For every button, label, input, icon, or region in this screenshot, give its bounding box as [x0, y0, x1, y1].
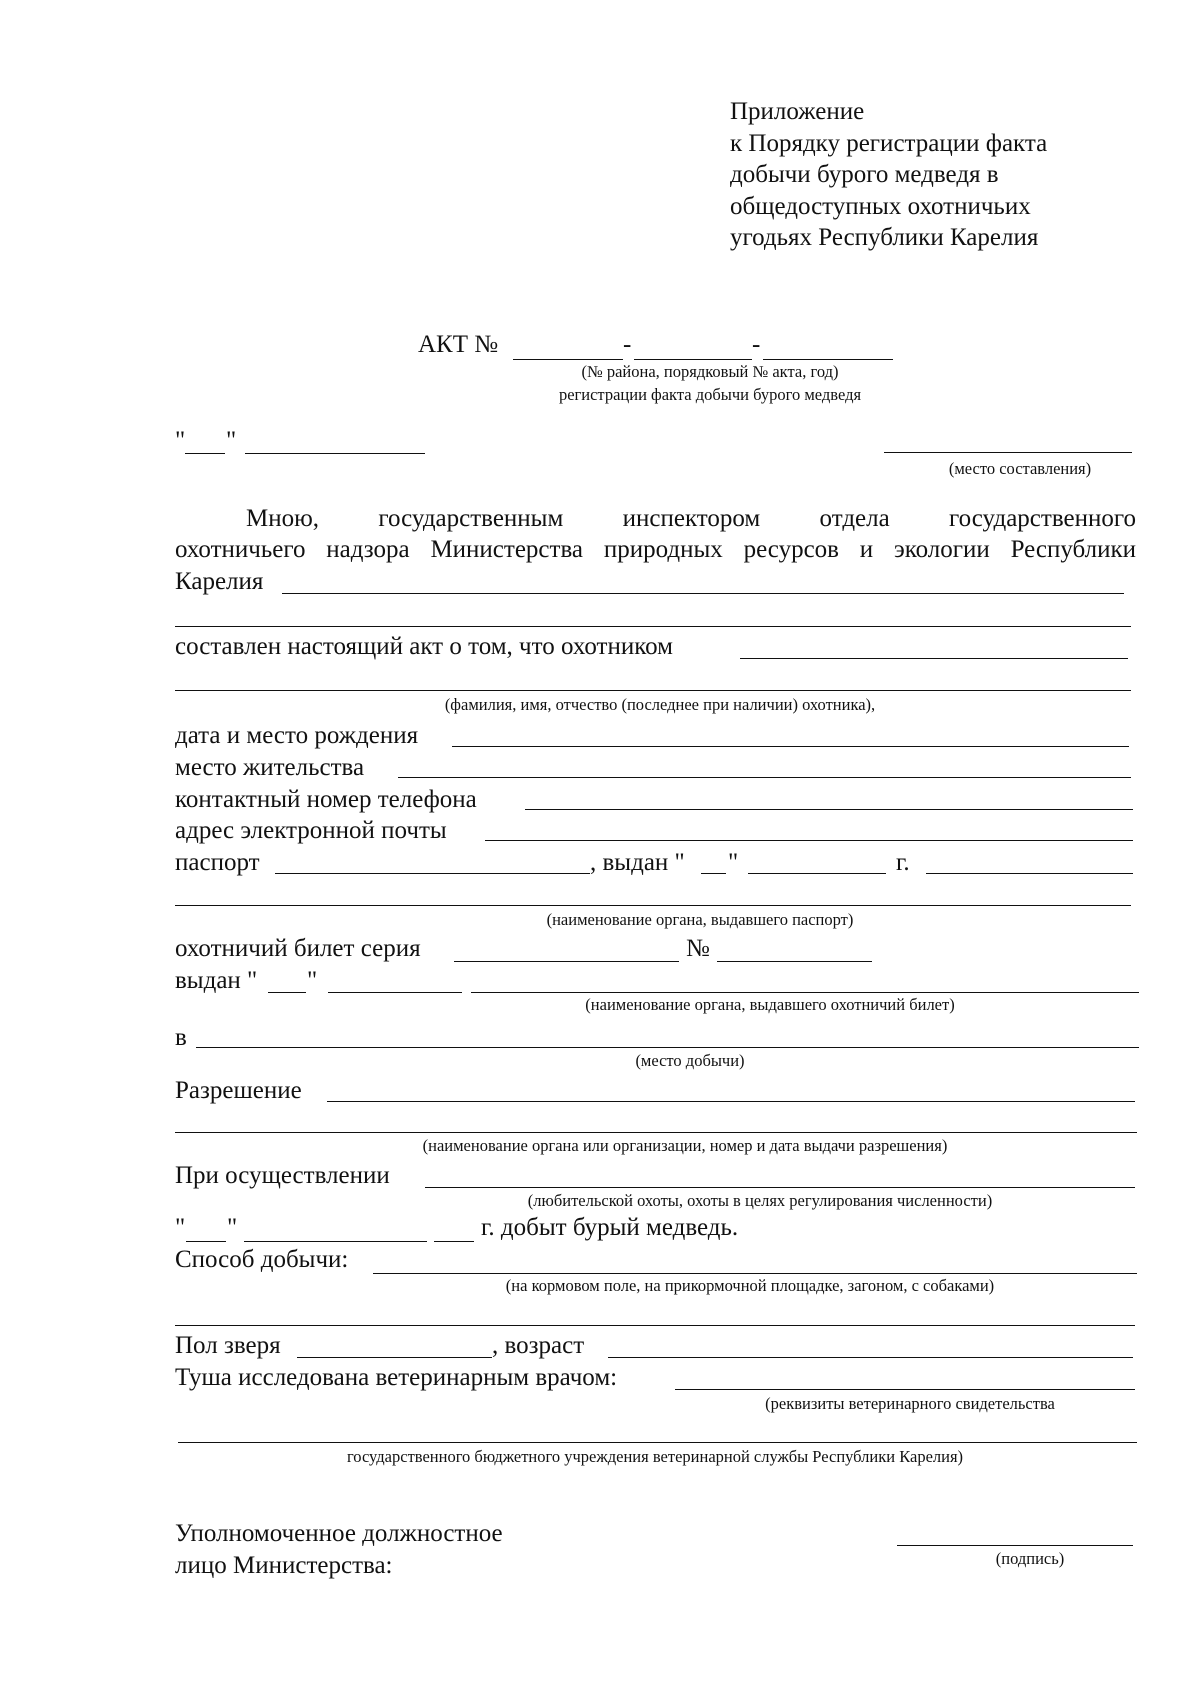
- permit-field-2[interactable]: [175, 1132, 1137, 1133]
- vet-field-2[interactable]: [178, 1442, 1137, 1443]
- inspector-name-field[interactable]: [282, 593, 1124, 594]
- signature-line2: лицо Министерства:: [175, 1552, 393, 1579]
- vet-field[interactable]: [675, 1389, 1135, 1390]
- vet-label: Туша исследована ветеринарным врачом:: [175, 1364, 618, 1391]
- method-field-2[interactable]: [175, 1325, 1135, 1326]
- ticket-number-sign: №: [686, 935, 710, 962]
- hunt-type-hint: (любительской охоты, охоты в целях регулирования численности): [527, 1191, 993, 1210]
- passport-month-field[interactable]: [748, 873, 886, 874]
- appendix-block: [730, 96, 1047, 254]
- signature-hint: (подпись): [995, 1549, 1065, 1568]
- phone-field[interactable]: [525, 809, 1133, 810]
- kill-year-field[interactable]: [434, 1241, 474, 1242]
- signature-line1: Уполномоченное должностное: [175, 1520, 503, 1547]
- vet-hint: (реквизиты ветеринарного свидетельства: [765, 1394, 1055, 1413]
- during-label: При осуществлении: [175, 1162, 390, 1189]
- intro-word: государственным: [378, 505, 564, 532]
- act-number-hint: (№ района, порядковый № акта, год): [581, 362, 839, 381]
- intro-word: государственного: [949, 505, 1136, 532]
- kill-quote-open: ": [175, 1214, 186, 1241]
- kill-quote-close: ": [227, 1214, 238, 1241]
- method-label: Способ добычи:: [175, 1246, 349, 1273]
- passport-org-field[interactable]: [175, 905, 1131, 906]
- ticket-month-field[interactable]: [328, 992, 462, 993]
- age-field[interactable]: [608, 1357, 1133, 1358]
- passport-year-field[interactable]: [926, 873, 1133, 874]
- appendix-line: добычи бурого медведя в: [730, 161, 999, 188]
- birth-label: дата и место рождения: [175, 722, 419, 749]
- intro-word: отдела: [819, 505, 890, 532]
- intro-line3: Карелия: [175, 568, 264, 595]
- act-dash: -: [623, 331, 632, 358]
- date-month-year-field[interactable]: [245, 453, 425, 454]
- ticket-org-field[interactable]: [471, 992, 1139, 993]
- intro-line1: [175, 505, 1136, 533]
- hunter-name-field-2[interactable]: [175, 690, 1131, 691]
- date-day-field[interactable]: [185, 453, 225, 454]
- passport-issued-label: , выдан ": [590, 849, 685, 876]
- ticket-series-label: охотничий билет серия: [175, 935, 421, 962]
- passport-day-field[interactable]: [701, 873, 726, 874]
- ticket-number-field[interactable]: [717, 961, 872, 962]
- email-field[interactable]: [485, 840, 1133, 841]
- birth-field[interactable]: [452, 746, 1129, 747]
- act-subtitle: регистрации факта добычи бурого медведя: [558, 385, 862, 404]
- appendix-line: к Порядку регистрации факта: [730, 129, 1048, 157]
- email-label: адрес электронной почты: [175, 817, 447, 844]
- place-hint: (место составления): [948, 459, 1092, 478]
- date-quote-close: ": [226, 427, 237, 454]
- inspector-name-field-2[interactable]: [175, 626, 1131, 627]
- age-label: , возраст: [492, 1332, 585, 1359]
- ticket-series-field[interactable]: [454, 961, 679, 962]
- ticket-org-hint: (наименование органа, выдавшего охотничий билет): [585, 995, 955, 1014]
- act-number-field[interactable]: [634, 359, 752, 360]
- intro-word: инспектором: [622, 505, 761, 532]
- permit-hint: (наименование органа или организации, номер и дата выдачи разрешения): [422, 1136, 948, 1155]
- killed-label: г. добыт бурый медведь.: [481, 1214, 739, 1241]
- act-year-field[interactable]: [763, 359, 893, 360]
- passport-quote-close: ": [728, 849, 739, 876]
- act-title: АКТ №: [418, 331, 499, 358]
- passport-label: паспорт: [175, 849, 260, 876]
- intro-word: Мною,: [246, 505, 320, 532]
- kill-day-field[interactable]: [186, 1241, 226, 1242]
- act-dash: -: [752, 331, 761, 358]
- sex-field[interactable]: [297, 1357, 492, 1358]
- sex-label: Пол зверя: [175, 1332, 281, 1359]
- residence-label: место жительства: [175, 754, 365, 781]
- permit-label: Разрешение: [175, 1077, 302, 1104]
- method-hint: (на кормовом поле, на прикормочной площадке, загоном, с собаками): [505, 1276, 995, 1295]
- composed-label: составлен настоящий акт о том, что охотником: [175, 633, 673, 660]
- permit-field[interactable]: [327, 1101, 1135, 1102]
- appendix-line: общедоступных охотничьих: [730, 192, 1031, 220]
- appendix-line: угодьях Республики Карелия: [730, 224, 1039, 251]
- hunter-name-field[interactable]: [740, 658, 1128, 659]
- passport-number-field[interactable]: [275, 873, 590, 874]
- vet-hint-2: государственного бюджетного учреждения ветеринарной службы Республики Карелия): [346, 1447, 964, 1466]
- place-field[interactable]: [884, 452, 1132, 453]
- phone-label: контактный номер телефона: [175, 786, 477, 813]
- intro-line2: охотничьего надзора Министерства природных ресурсов и экологии Республики: [175, 536, 1136, 563]
- hunter-name-hint: (фамилия, имя, отчество (последнее при наличии) охотника),: [444, 695, 876, 714]
- appendix-line: Приложение: [730, 98, 865, 125]
- kill-place-field[interactable]: [196, 1047, 1139, 1048]
- method-field[interactable]: [373, 1273, 1137, 1274]
- in-label: в: [175, 1024, 187, 1051]
- kill-month-field[interactable]: [244, 1241, 427, 1242]
- ticket-quote-close: ": [307, 967, 318, 994]
- passport-org-hint: (наименование органа, выдавшего паспорт): [546, 910, 854, 929]
- ticket-day-field[interactable]: [268, 992, 306, 993]
- residence-field[interactable]: [398, 777, 1131, 778]
- kill-place-hint: (место добычи): [635, 1051, 745, 1070]
- hunt-type-field[interactable]: [425, 1187, 1135, 1188]
- passport-year-label: г.: [896, 849, 910, 876]
- date-quote-open: ": [175, 427, 186, 454]
- signature-field[interactable]: [897, 1545, 1133, 1546]
- ticket-issued-label: выдан ": [175, 967, 258, 994]
- act-district-field[interactable]: [513, 359, 623, 360]
